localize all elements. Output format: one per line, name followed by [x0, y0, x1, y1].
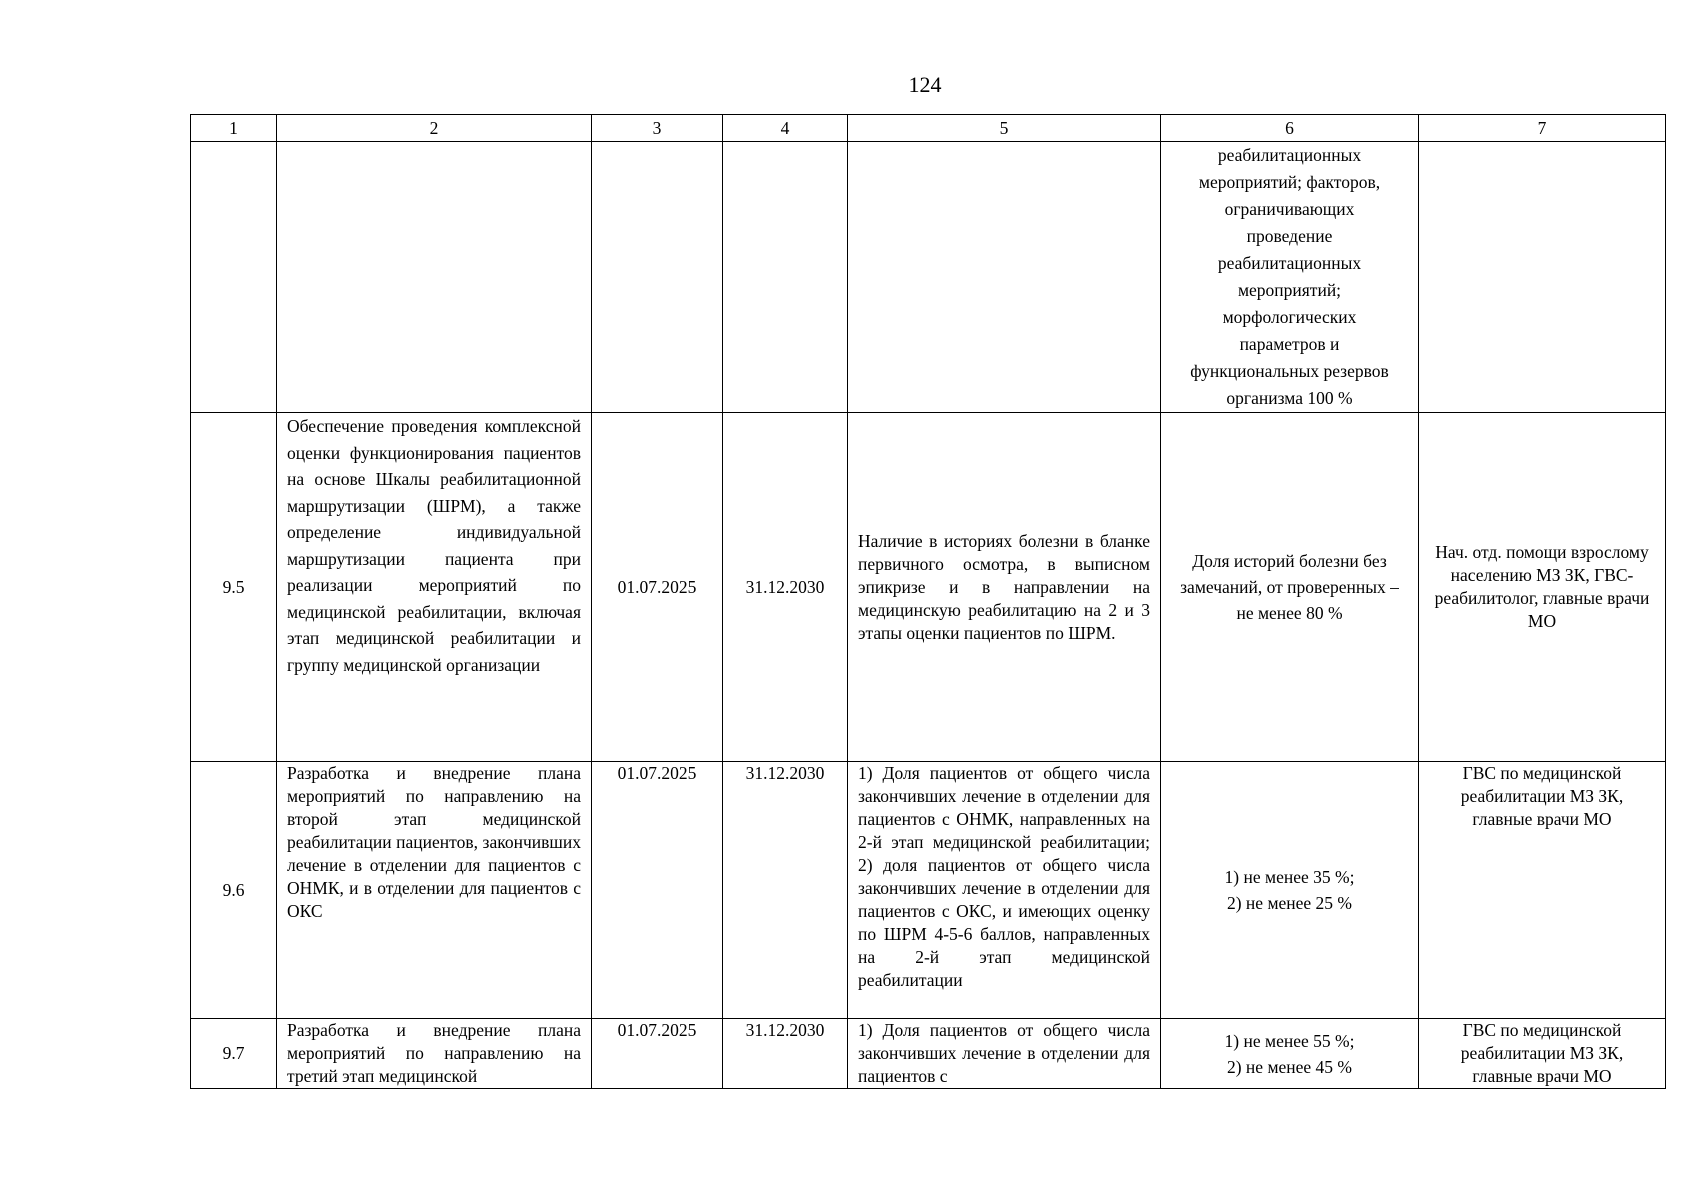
- page-number: 124: [908, 72, 942, 97]
- row-start-date: 01.07.2025: [592, 762, 723, 1019]
- row-number: 9.5: [191, 413, 277, 762]
- row-action: Обеспечение проведения комплексной оценки функционирования пациентов на основе Шкалы реабилитационной маршрутизации (ШРМ), а также определение индивидуальной маршрутизации пациента при реализации мероприятий по медицинской реабилитации, включая этап медицинской реабилитации и группу медицинской организации: [277, 413, 592, 762]
- measures-table: [190, 114, 1666, 1089]
- column-header-5: 5: [848, 115, 1161, 142]
- row-result: Наличие в историях болезни в бланке первичного осмотра, в выписном эпикризе и в направлении на медицинскую реабилитацию на 2 и 3 этапы оценки пациентов по ШРМ.: [848, 413, 1161, 762]
- continuation-cell-2: [277, 142, 592, 413]
- row-responsible: ГВС по медицинской реабилитации МЗ ЗК, главные врачи МО: [1419, 1019, 1666, 1089]
- row-start-date: 01.07.2025: [592, 413, 723, 762]
- continuation-cell-7: [1419, 142, 1666, 413]
- continuation-cell-5: [848, 142, 1161, 413]
- continuation-cell-3: [592, 142, 723, 413]
- row-number: 9.6: [191, 762, 277, 1019]
- row-end-date: 31.12.2030: [723, 1019, 848, 1089]
- column-header-6: 6: [1161, 115, 1419, 142]
- continuation-cell-1: [191, 142, 277, 413]
- continuation-cell-4: [723, 142, 848, 413]
- row-responsible: Нач. отд. помощи взрослому населению МЗ ЗК, ГВС-реабилитолог, главные врачи МО: [1419, 413, 1666, 762]
- continuation-indicator: реабилитационных мероприятий; факторов, ограничивающих проведение реабилитационных мероприятий; морфологических параметров и функциональных резервов организма 100 %: [1161, 142, 1419, 413]
- column-header-2: 2: [277, 115, 592, 142]
- continuation-row: [191, 142, 1666, 413]
- row-result: 1) Доля пациентов от общего числа закончивших лечение в отделении для пациентов с ОНМК, направленных на 2-й этап медицинской реабилитации; 2) доля пациентов от общего числа закончивших лечение в отделении для пациентов с ОКС, и имеющих оценку по ШРМ 4-5-6 баллов, направленных на 2-й этап медицинской реабилитации: [848, 762, 1161, 1019]
- row-end-date: 31.12.2030: [723, 762, 848, 1019]
- header-row: [191, 115, 1666, 142]
- row-number: 9.7: [191, 1019, 277, 1089]
- row-result: 1) Доля пациентов от общего числа закончивших лечение в отделении для пациентов с: [848, 1019, 1161, 1089]
- table-row: [191, 762, 1666, 1019]
- column-header-4: 4: [723, 115, 848, 142]
- row-end-date: 31.12.2030: [723, 413, 848, 762]
- row-indicator: Доля историй болезни без замечаний, от проверенных – не менее 80 %: [1161, 413, 1419, 762]
- table-row: [191, 413, 1666, 762]
- column-header-3: 3: [592, 115, 723, 142]
- row-responsible: ГВС по медицинской реабилитации МЗ ЗК, главные врачи МО: [1419, 762, 1666, 1019]
- row-action: Разработка и внедрение плана мероприятий по направлению на третий этап медицинской: [277, 1019, 592, 1089]
- column-header-1: 1: [191, 115, 277, 142]
- row-action: Разработка и внедрение плана мероприятий по направлению на второй этап медицинской реабилитации пациентов, закончивших лечение в отделении для пациентов с ОНМК, и в отделении для пациентов с ОКС: [277, 762, 592, 1019]
- row-start-date: 01.07.2025: [592, 1019, 723, 1089]
- row-indicator: 1) не менее 35 %; 2) не менее 25 %: [1161, 762, 1419, 1019]
- row-indicator: 1) не менее 55 %; 2) не менее 45 %: [1161, 1019, 1419, 1089]
- column-header-7: 7: [1419, 115, 1666, 142]
- table-row: [191, 1019, 1666, 1089]
